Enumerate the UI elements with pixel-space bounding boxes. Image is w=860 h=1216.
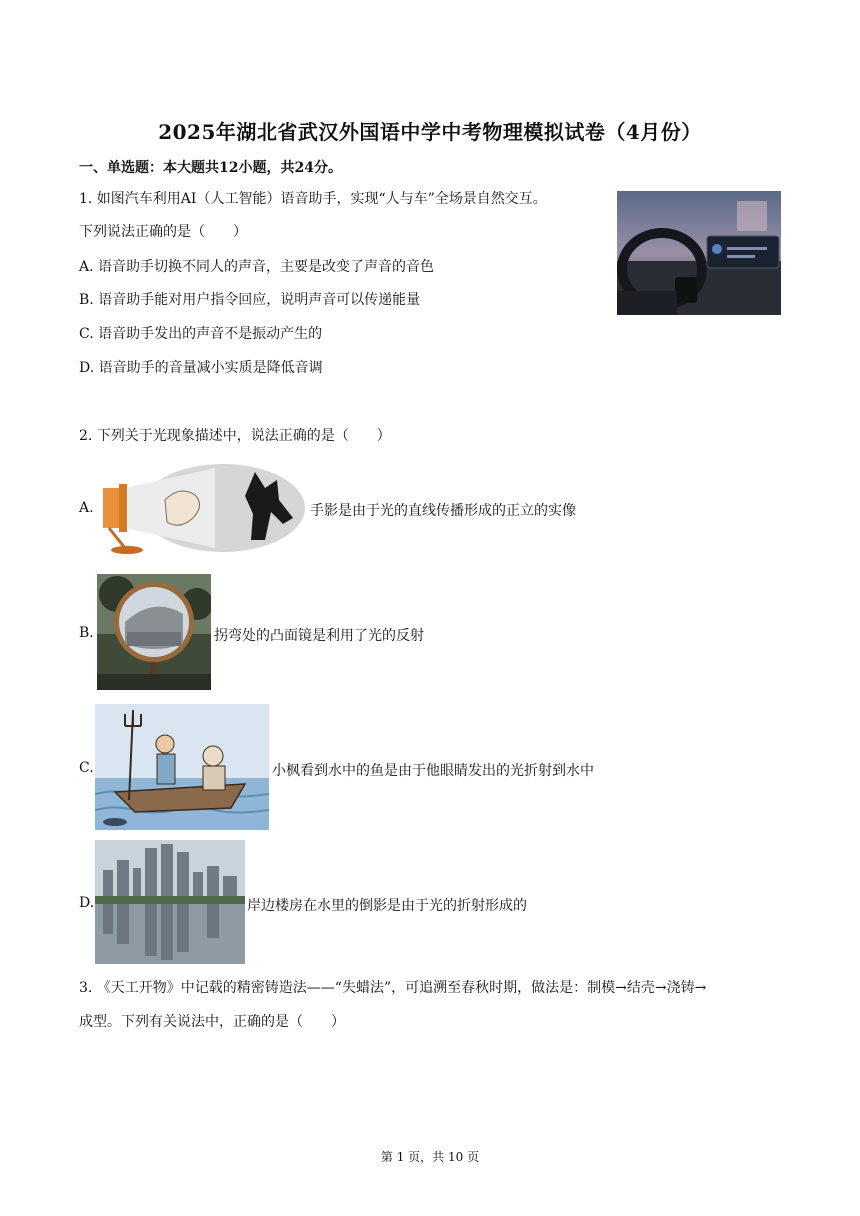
building-reflection-image bbox=[95, 840, 245, 964]
q1-stem-line1: 1. 如图汽车利用AI（人工智能）语音助手，实现“人与车”全场景自然交互。 bbox=[79, 191, 547, 207]
exam-title: 2025年湖北省武汉外国语中学中考物理模拟试卷（4月份） bbox=[158, 120, 702, 144]
q1-option-c: C. 语音助手发出的声音不是振动产生的 bbox=[79, 326, 323, 342]
fishing-boat-image bbox=[95, 704, 269, 830]
page-footer: 第 1 页，共 10 页 bbox=[380, 1150, 480, 1164]
car-voice-assistant-image bbox=[617, 191, 781, 315]
q2-option-c-text: 小枫看到水中的鱼是由于他眼睛发出的光折射到水中 bbox=[272, 763, 594, 779]
q2-option-b-label: B. bbox=[79, 625, 94, 641]
q3-stem-line1: 3. 《天工开物》中记载的精密铸造法——“失蜡法”，可追溯至春秋时期，做法是：制模→结壳→浇铸→ bbox=[79, 980, 707, 996]
q2-option-d-label: D. bbox=[79, 895, 95, 911]
convex-mirror-image bbox=[97, 574, 211, 690]
q1-option-d: D. 语音助手的音量减小实质是降低音调 bbox=[79, 360, 323, 376]
q2-option-c-label: C. bbox=[79, 760, 94, 776]
q2-option-a-label: A. bbox=[79, 500, 94, 516]
hand-shadow-image bbox=[95, 460, 307, 558]
q2-option-a-text: 手影是由于光的直线传播形成的正立的实像 bbox=[310, 503, 576, 519]
q2-option-d-text: 岸边楼房在水里的倒影是由于光的折射形成的 bbox=[247, 898, 527, 914]
q1-stem-line2: 下列说法正确的是（ ） bbox=[79, 224, 247, 240]
q2-stem: 2. 下列关于光现象描述中，说法正确的是（ ） bbox=[79, 428, 391, 444]
q2-option-b-text: 拐弯处的凸面镜是利用了光的反射 bbox=[214, 628, 424, 644]
q3-stem-line2: 成型。下列有关说法中，正确的是（ ） bbox=[79, 1014, 345, 1030]
q1-option-a: A. 语音助手切换不同人的声音，主要是改变了声音的音色 bbox=[79, 259, 435, 275]
q1-option-b: B. 语音助手能对用户指令回应，说明声音可以传递能量 bbox=[79, 292, 421, 308]
section-heading: 一、单选题：本大题共12小题，共24分。 bbox=[79, 160, 342, 176]
